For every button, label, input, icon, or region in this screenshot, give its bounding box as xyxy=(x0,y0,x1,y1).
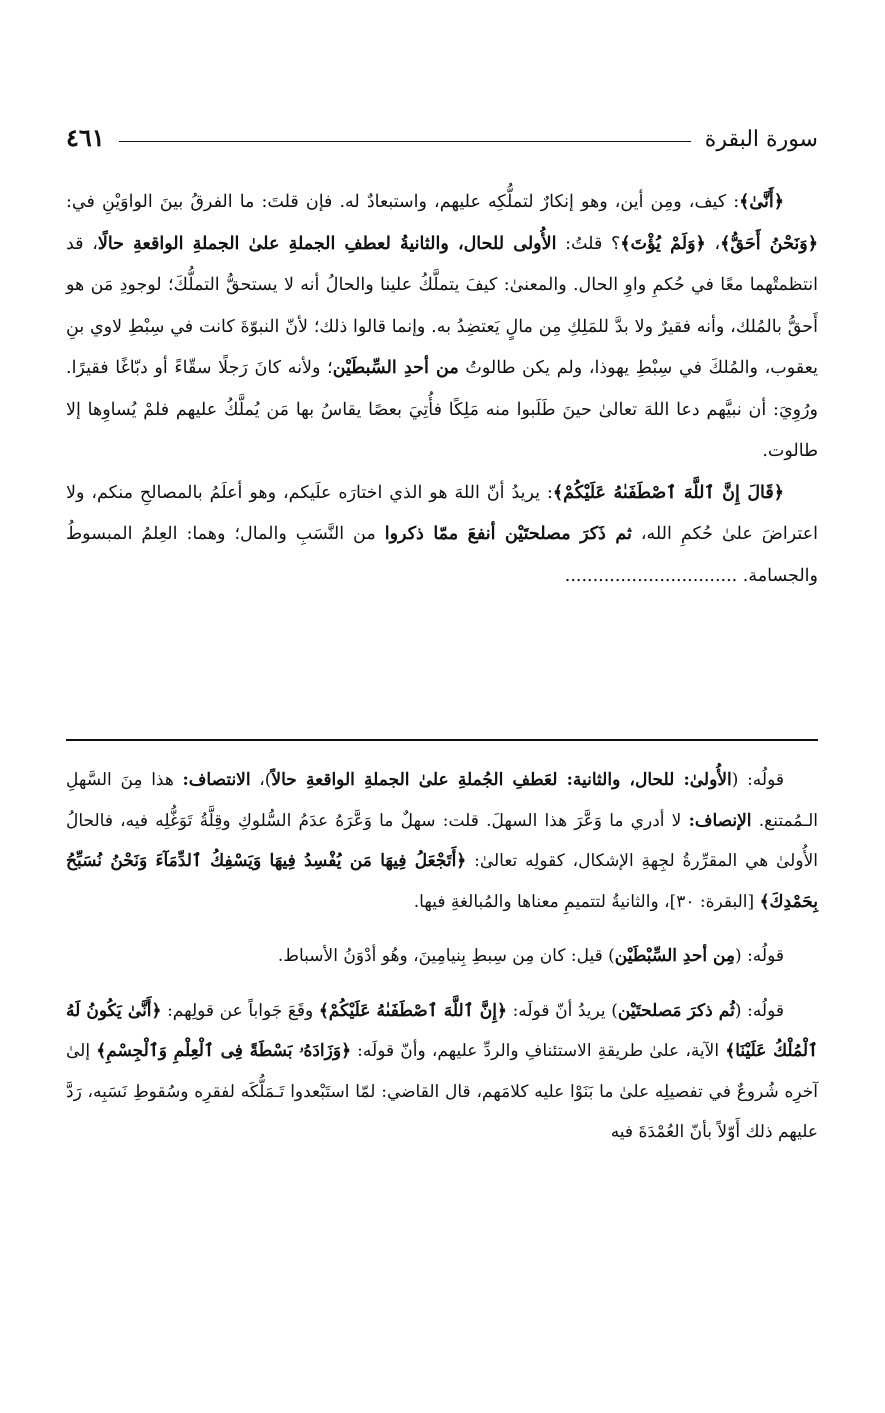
bold-phrase: ثم ذَكرَ مصلحتَيْن أنفعَ ممّا ذكروا xyxy=(384,524,632,544)
note-1 xyxy=(66,760,818,922)
quran-quote: ﴿أَنَّىٰ يَكُونُ لَهُ ٱلْمُلْكُ عَلَيْنَا﴾ xyxy=(66,1000,819,1061)
bold-phrase: الأُولى للحال، والثانيةُ لعطفِ الجملةِ علىٰ الجملةِ الواقعةِ حالًا xyxy=(97,233,557,254)
quran-quote: ﴿إِنَّ ٱللَّهَ ٱصْطَفَىٰهُ عَلَيْكُمْ﴾ xyxy=(318,1000,507,1021)
page-header xyxy=(66,112,818,152)
text-run: : كيف، ومِن أين، وهو إنكارٌ لتملُّكِه عليهم، واستبعادٌ له. فإن قلتَ: ما الفرقُ بينَ الواوَيْنِ في: xyxy=(66,192,740,212)
text-run: ، xyxy=(705,233,721,254)
header-rule xyxy=(119,141,691,142)
quran-quote: ﴿أَتَجْعَلُ فِيهَا مَن يُفْسِدُ فِيهَا وَيَسْفِكُ ٱلدِّمَآءَ وَنَحْنُ نُسَبِّحُ بِحَمْدِكَ﴾ xyxy=(66,851,818,912)
bold-phrase: الأُولىٰ: للحال، والثانية: لعَطفِ الجُملةِ علىٰ الجملةِ الواقعةِ حالاً xyxy=(271,770,732,790)
text-run: [البقرة: ٣٠]، والثانيةُ لتتميمِ معناها والمُبالغةِ فيها. xyxy=(413,891,760,912)
note-2 xyxy=(66,936,818,977)
main-text xyxy=(66,182,818,597)
bold-phrase: من أحدِ السِّبطَيْن xyxy=(332,358,459,378)
text-run: قولُه: ( xyxy=(735,946,784,966)
text-run: من النَّسَبِ والمال؛ وهما: العِلمُ المبسوطُ والجسامة. ............................... xyxy=(66,524,818,586)
text-run: هذا مِنَ السَّهلِ الـمُمتنع. xyxy=(66,770,818,831)
text-run: ؟ قلتُ: xyxy=(556,233,621,254)
text-run: قولُه: ( xyxy=(734,1000,785,1021)
text-run: لا أدري ما وَعَّرَ هذا السهلَ. قلت: سهلٌ ما وَعَّرَهُ عدَمُ السُّلوكِ وقِلَّةُ تَوَغُّلِه فيه، فالحالُ الأُولىٰ هي المقرِّرةُ لجِهةِ الإشكال، كقولِه تعالىٰ: xyxy=(66,810,818,871)
quran-quote: ﴿أَنَّىٰ﴾ xyxy=(739,192,784,212)
text-run: الآية، علىٰ طريقةِ الاستئنافِ والردِّ عليهم، وأنّ قولَه: xyxy=(351,1041,726,1061)
bold-phrase: مِن أحدِ السِّبْطَيْن xyxy=(614,946,736,966)
text-run: إلىٰ آخرِه شُروعٌ في تفصيلِه علىٰ ما بَنَوْا عليه كلامَهم، قال القاضي: لمّا استَبْعدوا تَـمَلُّكَه لفقرِه وسُقوطِ نَسَبِه، رَدَّ عليهم ذلك أَوّلاً بأنّ العُمْدَةَ فيه xyxy=(66,1041,818,1142)
page-number: ٤٦١ xyxy=(66,123,105,152)
text-run: ، قد انتظمتْهما معًا في حُكمِ واوِ الحال. والمعنىٰ: كيفَ يتملَّكُ علينا والحالُ أنه لا يستحقُّ التملُّكَ؛ لوجودِ مَن هو أَحقُّ بالمُلك، وأنه فقيرٌ ولا بدَّ للمَلِكِ مِن مالٍ يَعتضِدُ به. وإنما قالوا ذلك؛ لأنّ النبوّةَ كانت في سِبْطِ لاوي بنِ يعقوب، والمُلكَ في سِبْطِ يهوذا، ولم يكن طالوتُ xyxy=(66,233,818,378)
footnote-divider xyxy=(66,739,818,741)
text-run: قولُه: ( xyxy=(731,770,784,790)
text-run: ) قيل: كان مِن سِبطِ بِنيامِينَ، وهُو أدْوَنُ الأسباط. xyxy=(277,946,615,966)
main-paragraph-1 xyxy=(66,182,818,473)
bold-phrase: الإنصاف: xyxy=(688,810,752,831)
bold-phrase: ثُم ذكرَ مَصلحتَيْن xyxy=(617,1000,735,1021)
text-run: ؛ ولأنه كانَ رَجلًا سقّاءً أو دبّاغًا فقيرًا. ورُوِيَ: أن نبيَّهم دعا اللهَ تعالىٰ حينَ طَلَبوا منه مَلِكًا فأُتِيَ بعصًا يقاسُ بها مَن يُملَّكُ عليهم فلمْ يُساوِها إلا طالوت. xyxy=(66,358,818,461)
quran-quote: ﴿وَزَادَهُۥ بَسْطَةً فِى ٱلْعِلْمِ وَٱلْجِسْمِ﴾ xyxy=(96,1041,352,1061)
quran-quote: ﴿وَلَمْ يُؤْتَ﴾ xyxy=(620,233,706,254)
text-run: )، xyxy=(250,770,272,790)
text-run: وقَعَ جَواباً عن قولِهم: xyxy=(161,1000,319,1021)
text-run: ) يريدُ أنّ قولَه: xyxy=(506,1000,618,1021)
quran-quote: ﴿قَالَ إِنَّ ٱللَّهَ ٱصْطَفَىٰهُ عَلَيْكُمْ﴾ xyxy=(552,482,784,503)
main-paragraph-2 xyxy=(66,473,818,598)
surah-title: سورة البقرة xyxy=(704,127,818,152)
note-3 xyxy=(66,991,818,1153)
text-run: : يريدُ أنّ اللهَ هو الذي اختارَه علَيكم، وهو أعلَمُ بالمصالحِ منكم، ولا اعتراضَ علىٰ حُكمِ الله، xyxy=(66,482,818,544)
quran-quote: ﴿وَنَحْنُ أَحَقُّ﴾ xyxy=(720,233,818,254)
commentary-notes xyxy=(66,760,818,1153)
bold-phrase: الانتصاف: xyxy=(182,770,251,790)
